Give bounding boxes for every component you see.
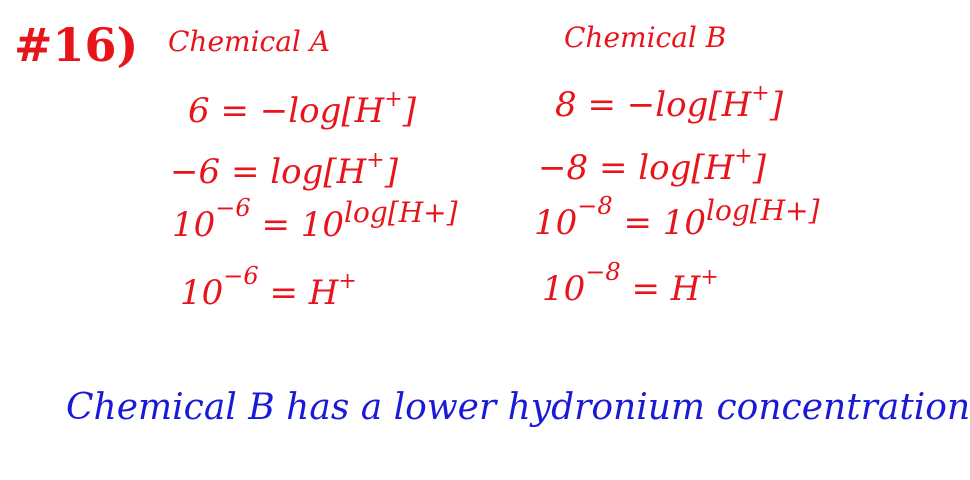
eq-lhs: 6 [188, 91, 210, 131]
eq-superscript: + [384, 87, 403, 112]
chemical-b-title: Chemical B [564, 21, 727, 54]
eq-base: 10 [542, 269, 586, 309]
eq-rhs: = −log[H [587, 85, 752, 125]
eq-rhs-exp-log: log[H [706, 194, 786, 227]
chemical-a-equation-3 [172, 194, 458, 245]
eq-rhs: = 10 [261, 205, 345, 245]
eq-rhs-exp-close: ] [808, 194, 820, 227]
chemical-b-equation-1 [555, 81, 783, 125]
eq-rhs: = log[H [598, 148, 735, 188]
eq-lhs: −8 [538, 148, 589, 188]
eq-base: 10 [534, 203, 578, 243]
eq-close-bracket: ] [402, 91, 416, 131]
eq-base: 10 [180, 273, 224, 313]
conclusion-text: Chemical B has a lower hydronium concentration [66, 387, 970, 428]
eq-rhs-exponent [344, 196, 457, 229]
eq-rhs: = H [631, 269, 701, 309]
eq-exponent: −6 [223, 262, 259, 290]
eq-rhs: = H [269, 273, 339, 313]
problem-label: #16) [14, 18, 139, 72]
eq-close-bracket: ] [769, 85, 783, 125]
eq-lhs: −6 [170, 152, 221, 192]
eq-superscript: + [366, 148, 385, 173]
eq-superscript: + [338, 269, 357, 294]
eq-superscript: + [700, 265, 719, 290]
eq-rhs-exponent [706, 194, 819, 227]
chemical-a-equation-4 [180, 262, 357, 313]
eq-rhs-exp-log: log[H [344, 196, 424, 229]
chemical-a-title: Chemical A [168, 25, 330, 58]
eq-superscript: + [734, 144, 753, 169]
eq-exponent: −8 [577, 192, 613, 220]
eq-base: 10 [172, 205, 216, 245]
chemical-b-equation-4 [542, 258, 719, 309]
chemical-a-equation-1 [188, 87, 416, 131]
eq-exponent: −6 [215, 194, 251, 222]
chemical-b-equation-3 [534, 192, 820, 243]
eq-close-bracket: ] [384, 152, 398, 192]
eq-superscript: + [751, 81, 770, 106]
eq-close-bracket: ] [752, 148, 766, 188]
eq-lhs: 8 [555, 85, 577, 125]
eq-rhs-exp-close: ] [446, 196, 458, 229]
eq-rhs: = 10 [623, 203, 707, 243]
eq-exponent: −8 [585, 258, 621, 286]
eq-rhs-exp-sup: + [785, 194, 809, 227]
eq-rhs: = −log[H [220, 91, 385, 131]
eq-rhs: = log[H [230, 152, 367, 192]
chemical-a-equation-2 [170, 148, 398, 192]
eq-rhs-exp-sup: + [423, 196, 447, 229]
chemical-b-equation-2 [538, 144, 766, 188]
